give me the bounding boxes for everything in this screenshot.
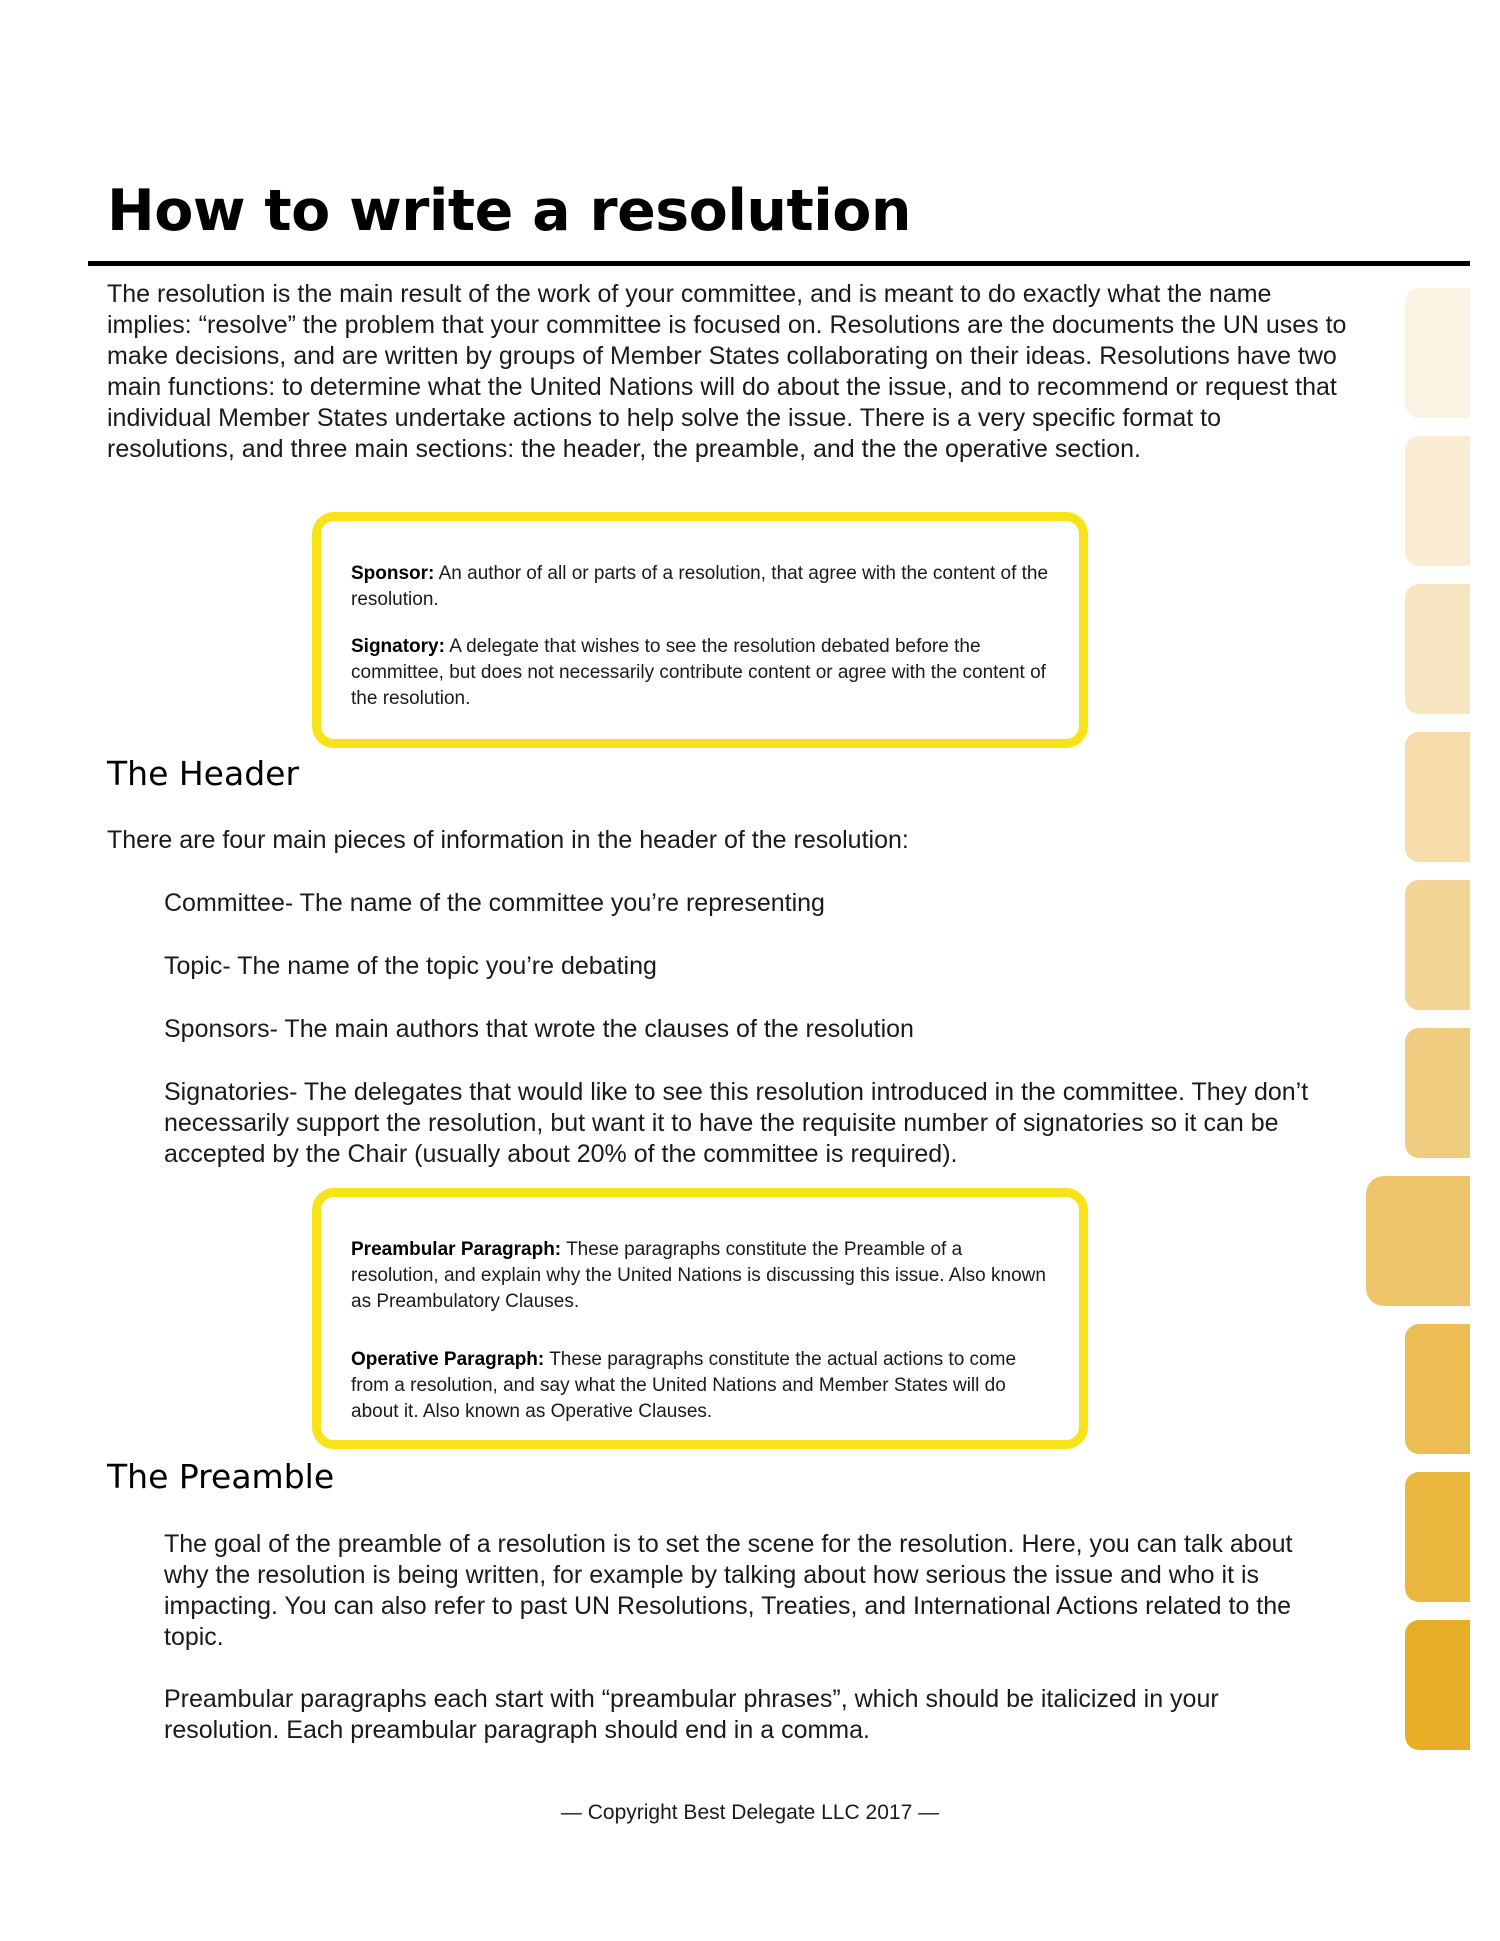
operative-definition xyxy=(351,1347,1049,1425)
header-item-topic: Topic- The name of the topic you’re debating xyxy=(164,952,657,980)
header-item-sponsors: Sponsors- The main authors that wrote the clauses of the resolution xyxy=(164,1015,914,1043)
sponsor-term: Sponsor: xyxy=(351,563,435,584)
section-tab-10 xyxy=(1405,1620,1470,1750)
section-tab-8 xyxy=(1405,1324,1470,1454)
signatory-term: Signatory: xyxy=(351,636,445,657)
header-item-committee: Committee- The name of the committee you’re representing xyxy=(164,889,825,917)
section-tab-5 xyxy=(1405,880,1470,1010)
preamble-paragraph: The goal of the preamble of a resolution is to set the scene for the resolution. Here, you can talk about why the resolution is being written, for example by talking about how serious the issue and who it is impacting. You can also refer to past UN Resolutions, Treaties, and International Actions related to the topic. xyxy=(164,1530,1293,1651)
header-items-list xyxy=(164,888,1314,1202)
definitions-box-paragraphs xyxy=(312,1188,1088,1449)
section-tab-3 xyxy=(1405,584,1470,714)
section-tab-6 xyxy=(1405,1028,1470,1158)
header-section-heading: The Header xyxy=(107,754,300,793)
preamble-section-heading: The Preamble xyxy=(107,1457,335,1496)
preamble-paragraph: Preambular paragraphs each start with “preambular phrases”, which should be italicized in your resolution. Each preambular paragraph should end in a comma. xyxy=(164,1685,1219,1744)
section-tab-2 xyxy=(1405,436,1470,566)
header-intro: There are four main pieces of information in the header of the resolution: xyxy=(107,826,909,854)
section-tab-9 xyxy=(1405,1472,1470,1602)
preambular-text: These paragraphs constitute the Preamble of a resolution, and explain why the United Nations is discussing this issue. Also known as Preambulatory Clauses. xyxy=(351,1239,1046,1312)
header-item-signatories: Signatories- The delegates that would like to see this resolution introduced in the committee. They don’t necessarily support the resolution, but want it to have the requisite number of signatories so it can be accepted by the Chair (usually about 20% of the committee is required). xyxy=(164,1078,1309,1168)
definitions-box-sponsor-signatory xyxy=(312,512,1088,748)
sponsor-text: An author of all or parts of a resolution, that agree with the content of the resolution. xyxy=(351,563,1049,610)
preambular-term: Preambular Paragraph: xyxy=(351,1239,562,1260)
signatory-definition xyxy=(351,634,1049,712)
preamble-body xyxy=(164,1529,1314,1777)
page-title: How to write a resolution xyxy=(107,178,911,244)
operative-term: Operative Paragraph: xyxy=(351,1349,545,1370)
section-tab-1 xyxy=(1405,288,1470,418)
preambular-definition xyxy=(351,1237,1049,1315)
signatory-text: A delegate that wishes to see the resolution debated before the committee, but does not necessarily contribute content or agree with the content of the resolution. xyxy=(351,636,1046,709)
operative-text: These paragraphs constitute the actual actions to come from a resolution, and say what the United Nations and Member States will do about it. Also known as Operative Clauses. xyxy=(351,1349,1017,1422)
section-tab-7 xyxy=(1366,1176,1470,1306)
copyright-footer: — Copyright Best Delegate LLC 2017 — xyxy=(560,1801,940,1824)
section-tab-4 xyxy=(1405,732,1470,862)
title-divider xyxy=(88,261,1470,266)
sponsor-definition xyxy=(351,561,1049,613)
intro-paragraph: The resolution is the main result of the work of your committee, and is meant to do exactly what the name implies: “resolve” the problem that your committee is focused on. Resolutions are the documents the UN uses to make decisions, and are written by groups of Member States collaborating on their ideas. Resolutions have two main functions: to determine what the United Nations will do about the issue, and to recommend or request that individual Member States undertake actions to help solve the issue. There is a very specific format to resolutions, and three main sections: the header, the preamble, and the the operative section. xyxy=(107,280,1347,463)
